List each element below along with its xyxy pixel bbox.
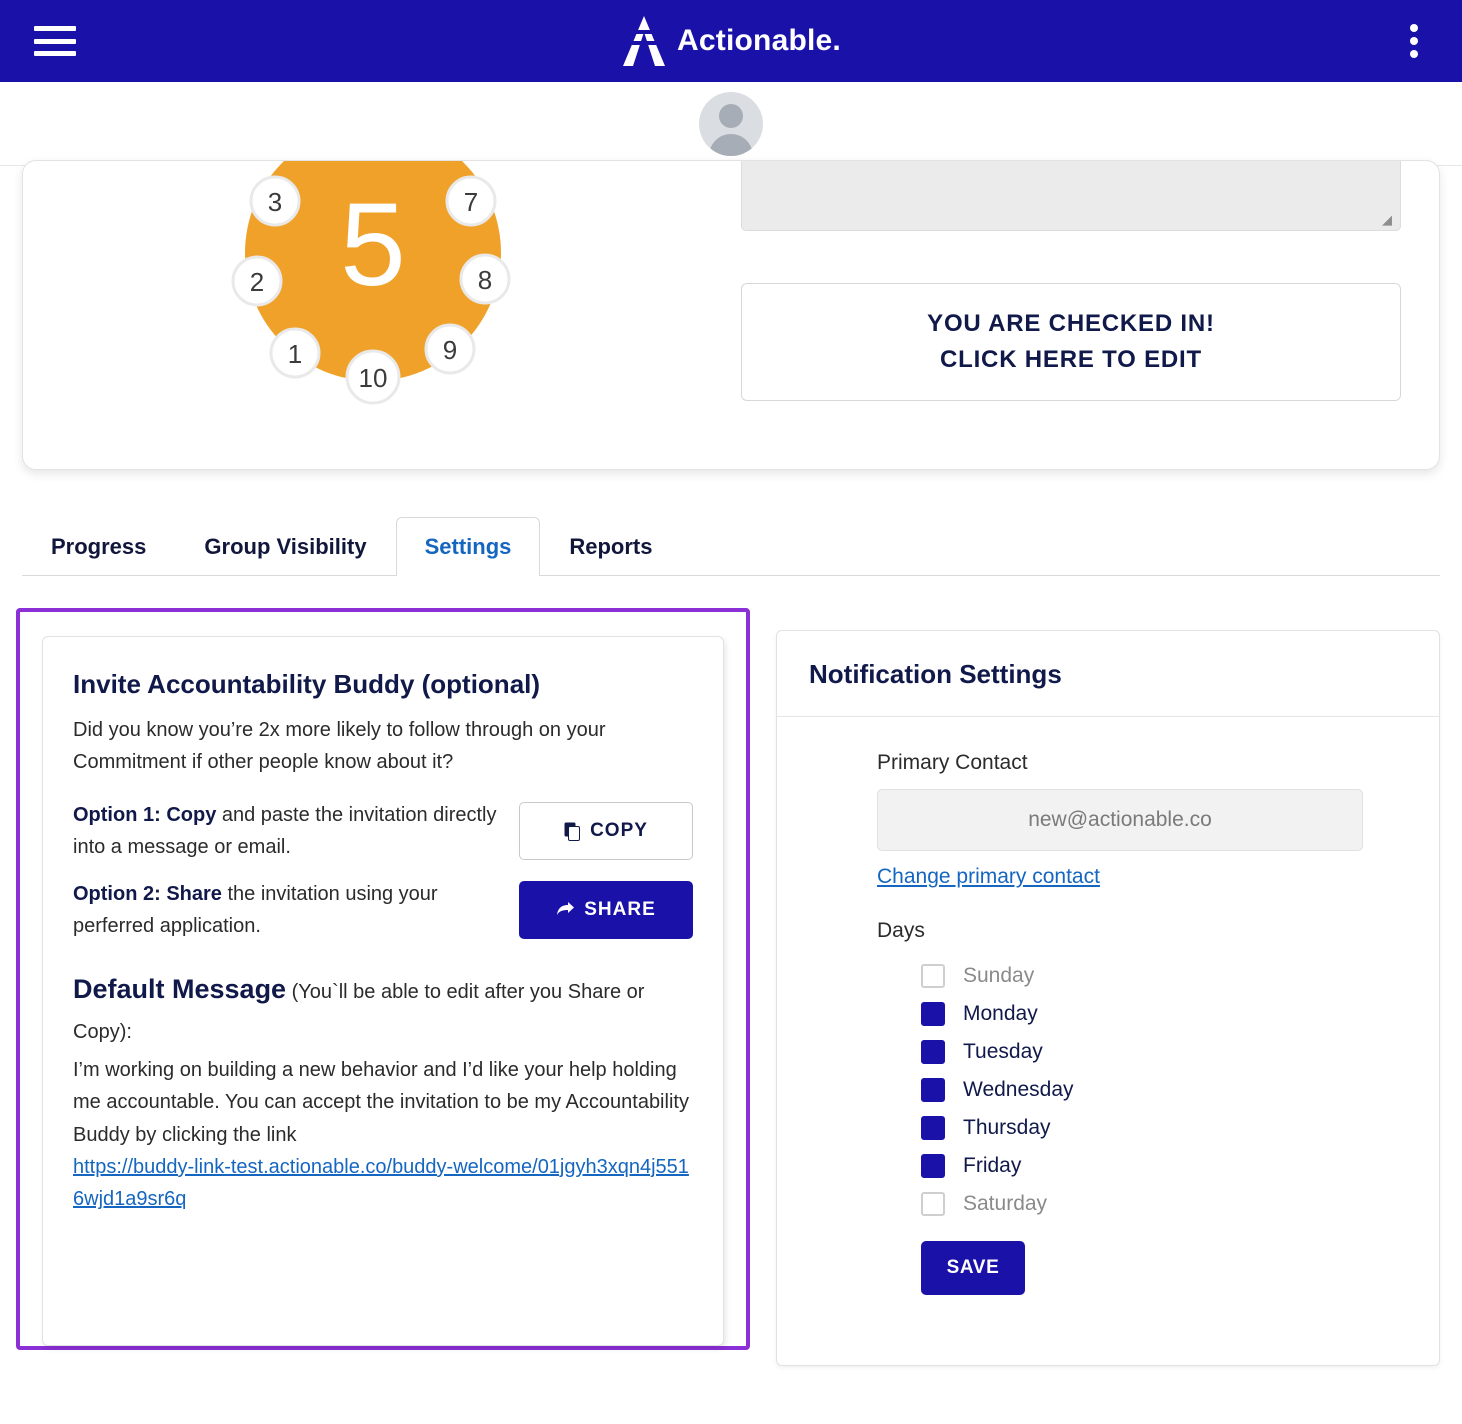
option2-rest: the invitation using your perferred application. xyxy=(73,882,438,937)
kebab-dot xyxy=(1410,50,1418,58)
day-label-friday: Friday xyxy=(963,1154,1022,1177)
tab-reports[interactable]: Reports xyxy=(569,534,653,559)
svg-text:3: 3 xyxy=(267,187,283,217)
kebab-dot xyxy=(1410,24,1418,32)
tab-group-visibility[interactable]: Group Visibility xyxy=(204,534,367,559)
avatar[interactable] xyxy=(699,92,763,156)
share-arrow-icon xyxy=(556,901,575,918)
checkbox-wednesday[interactable] xyxy=(921,1078,945,1102)
app-header xyxy=(0,0,1462,82)
checkbox-saturday[interactable] xyxy=(921,1192,945,1216)
brand-name: Actionable. xyxy=(677,24,841,57)
svg-text:10: 10 xyxy=(358,363,388,393)
copy-button[interactable] xyxy=(519,802,693,860)
brand-logo-group[interactable] xyxy=(621,14,841,68)
actionable-logo-icon xyxy=(621,14,667,68)
hamburger-icon[interactable] xyxy=(34,26,76,56)
day-row-tuesday[interactable] xyxy=(877,1033,1407,1071)
hamburger-bar xyxy=(34,39,76,44)
checkin-section xyxy=(0,160,1462,470)
save-button[interactable]: SAVE xyxy=(921,1241,1025,1295)
progress-dial-column xyxy=(23,161,731,469)
copy-button-label: COPY xyxy=(590,820,648,842)
copy-icon xyxy=(564,822,581,841)
day-label-monday: Monday xyxy=(963,1002,1038,1025)
tab-progress[interactable]: Progress xyxy=(51,534,147,559)
option1-text xyxy=(73,799,503,864)
day-label-saturday: Saturday xyxy=(963,1192,1048,1215)
option1-strong: Option 1: Copy xyxy=(73,803,217,826)
svg-text:9: 9 xyxy=(442,335,458,365)
default-message-heading xyxy=(73,968,693,1050)
svg-text:7: 7 xyxy=(463,187,479,217)
buddy-invite-link[interactable]: https://buddy-link-test.actionable.co/buddy-welcome/01jgyh3xqn4j5516wjd1a9sr6q xyxy=(73,1156,689,1211)
hamburger-bar xyxy=(34,26,76,31)
invite-highlight-outline xyxy=(16,608,750,1350)
default-message-note: (You`ll be able to edit after you Share or Copy): xyxy=(73,981,645,1043)
day-label-tuesday: Tuesday xyxy=(963,1040,1043,1063)
checked-in-line1: YOU ARE CHECKED IN! xyxy=(927,310,1215,337)
checkbox-tuesday[interactable] xyxy=(921,1040,945,1064)
day-row-thursday[interactable] xyxy=(877,1109,1407,1147)
tab-bar xyxy=(22,514,1440,576)
checkbox-monday[interactable] xyxy=(921,1002,945,1026)
checkbox-friday[interactable] xyxy=(921,1154,945,1178)
checked-in-edit-button[interactable] xyxy=(741,283,1401,401)
share-button-label: SHARE xyxy=(584,898,656,920)
checkbox-sunday[interactable] xyxy=(921,964,945,988)
option2-row xyxy=(73,878,693,943)
primary-contact-value: new@actionable.co xyxy=(1028,808,1212,831)
day-row-wednesday[interactable] xyxy=(877,1071,1407,1109)
invite-intro: Did you know you’re 2x more likely to follow through on your Commitment if other people know about it? xyxy=(73,719,606,774)
avatar-bar xyxy=(0,82,1462,166)
days-label: Days xyxy=(877,919,925,942)
settings-panels xyxy=(0,608,1462,1366)
day-row-saturday[interactable] xyxy=(877,1185,1407,1223)
checkin-right-column xyxy=(731,161,1439,469)
day-label-wednesday: Wednesday xyxy=(963,1078,1074,1101)
option1-row xyxy=(73,799,693,864)
checkin-card xyxy=(22,160,1440,470)
default-message-body: I’m working on building a new behavior and I’d like your help holding me accountable. You can accept the invitation to be my Accountability Buddy by clicking the link xyxy=(73,1058,689,1146)
day-label-sunday: Sunday xyxy=(963,964,1035,987)
change-primary-contact-link[interactable]: Change primary contact xyxy=(877,865,1100,888)
hamburger-bar xyxy=(34,51,76,56)
svg-text:1: 1 xyxy=(287,339,303,369)
invite-accountability-buddy-card xyxy=(42,636,724,1346)
notification-settings-title: Notification Settings xyxy=(777,631,1439,717)
day-row-monday[interactable] xyxy=(877,995,1407,1033)
resize-handle-icon[interactable]: ◢ xyxy=(1382,212,1392,227)
day-row-friday[interactable] xyxy=(877,1147,1407,1185)
option1-rest: and paste the invitation directly into a message or email. xyxy=(73,803,497,859)
notification-settings-card xyxy=(776,630,1440,1366)
day-label-thursday: Thursday xyxy=(963,1116,1051,1139)
checked-in-line2: CLICK HERE TO EDIT xyxy=(940,346,1202,373)
kebab-menu-icon[interactable] xyxy=(1410,24,1418,58)
svg-text:8: 8 xyxy=(477,265,493,295)
kebab-dot xyxy=(1410,37,1418,45)
checkin-note-textarea[interactable] xyxy=(741,160,1401,231)
svg-text:2: 2 xyxy=(249,267,265,297)
invite-title: Invite Accountability Buddy (optional) xyxy=(73,669,541,699)
svg-text:5: 5 xyxy=(340,179,406,311)
option2-strong: Option 2: Share xyxy=(73,882,222,905)
share-button[interactable] xyxy=(519,881,693,939)
tab-settings[interactable]: Settings xyxy=(396,517,541,576)
primary-contact-input[interactable] xyxy=(877,789,1363,851)
day-row-sunday[interactable] xyxy=(877,957,1407,995)
primary-contact-label: Primary Contact xyxy=(877,751,1028,774)
default-message-title: Default Message xyxy=(73,974,287,1005)
notification-settings-body xyxy=(777,717,1439,1295)
progress-dial[interactable] xyxy=(193,160,553,433)
checkbox-thursday[interactable] xyxy=(921,1116,945,1140)
option2-text xyxy=(73,878,503,943)
